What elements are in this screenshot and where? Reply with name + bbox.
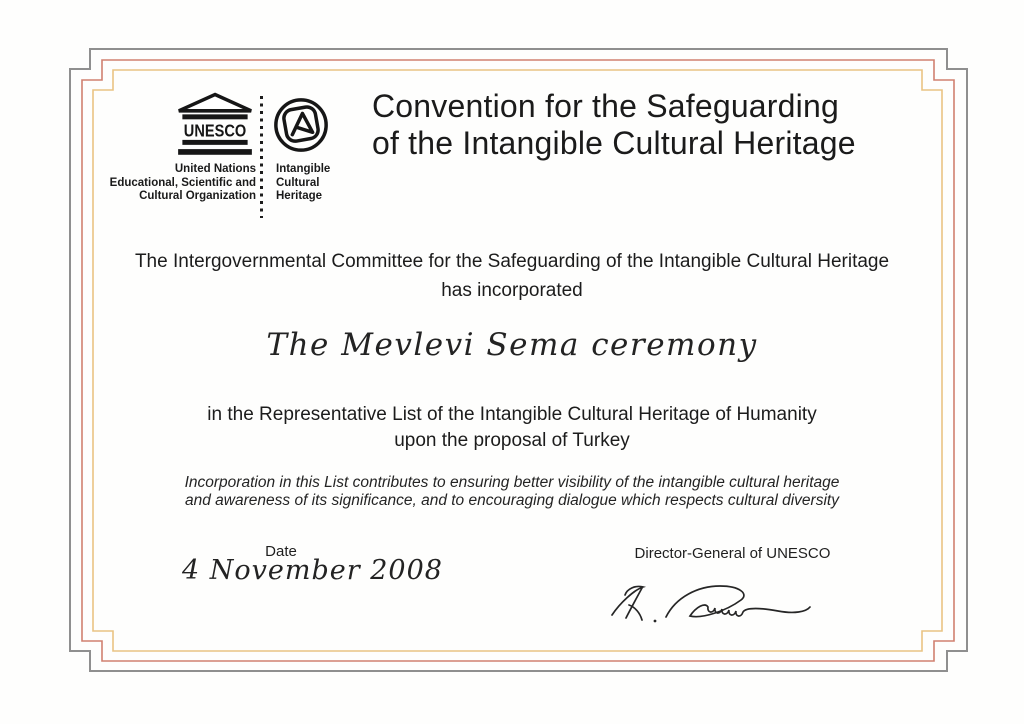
ich-caption	[276, 163, 386, 204]
signatory-title: Director-General of UNESCO	[634, 545, 831, 562]
ich-caption-line: Intangible	[276, 163, 331, 175]
unesco-caption-line: Cultural Organization	[139, 190, 256, 202]
list-line-1: in the Representative List of the Intangible Cultural Heritage of Humanity	[207, 404, 817, 425]
unesco-acronym: UNESCO	[183, 120, 247, 141]
date-value: 4 November 2008	[182, 555, 443, 586]
inscribed-element-name: The Mevlevi Sema ceremony	[266, 327, 758, 363]
date-label: Date	[265, 543, 297, 560]
statement-line-1: The Intergovernmental Committee for the Safeguarding of the Intangible Cultural Heritage	[134, 251, 890, 272]
note-line-1: Incorporation in this List contributes to ensuring better visibility of the intangible cultural heritage	[184, 474, 840, 491]
list-line-2: upon the proposal of Turkey	[394, 430, 630, 451]
unesco-logo-icon	[176, 92, 254, 158]
dotted-separator	[260, 96, 263, 218]
unesco-caption-line: United Nations	[174, 163, 256, 175]
intangible-heritage-logo-icon	[272, 95, 330, 157]
statement-line-2: has incorporated	[441, 280, 583, 301]
ich-caption-line: Heritage	[276, 190, 323, 202]
ich-caption-line: Cultural	[276, 176, 320, 189]
signature	[602, 577, 817, 627]
unesco-caption	[100, 163, 256, 204]
title-line-1: Convention for the Safeguarding	[372, 88, 839, 124]
note-line-2: and awareness of its significance, and to encouraging dialogue which respects cultural diversity	[185, 492, 839, 509]
certificate-title	[372, 88, 972, 162]
title-line-2: of the Intangible Cultural Heritage	[372, 125, 856, 161]
unesco-caption-line: Educational, Scientific and	[109, 176, 256, 189]
